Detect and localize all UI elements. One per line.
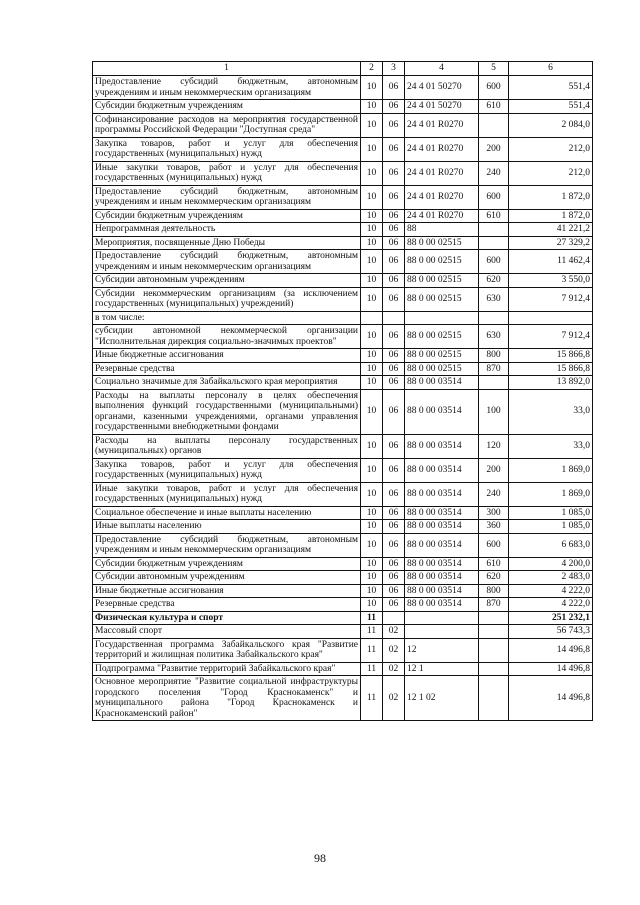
row-name: Закупка товаров, работ и услуг для обеспечения государственных (муниципальных) нужд (93, 137, 361, 161)
amount: 1 869,0 (509, 458, 593, 482)
section-code (361, 311, 383, 325)
subsection-code (383, 611, 405, 625)
section-code: 10 (361, 325, 383, 349)
table-row (93, 287, 593, 311)
expense-type-code: 240 (479, 482, 509, 506)
expense-type-code (479, 223, 509, 237)
row-name: Иные закупки товаров, работ и услуг для обеспечения государственных (муниципальных) нужд (93, 482, 361, 506)
table-row (93, 557, 593, 571)
subsection-code: 06 (383, 113, 405, 137)
table-row (93, 250, 593, 274)
row-name: Основное мероприятие "Развитие социальной инфраструктуры городского поселения "Город Краснокаменск" и муниципального района "Город Краснокаменск и Краснокаменский район" (93, 676, 361, 721)
table-row (93, 311, 593, 325)
target-article-code: 88 0 00 02515 (405, 236, 479, 250)
expense-type-code (479, 676, 509, 721)
amount: 1 872,0 (509, 185, 593, 209)
target-article-code: 88 0 00 03514 (405, 571, 479, 585)
section-code: 10 (361, 434, 383, 458)
target-article-code: 88 0 00 03514 (405, 376, 479, 390)
target-article-code: 12 (405, 638, 479, 662)
column-number-2: 2 (361, 62, 383, 76)
target-article-code: 12 1 (405, 662, 479, 676)
amount: 2 483,0 (509, 571, 593, 585)
expense-type-code: 100 (479, 389, 509, 434)
table-row (93, 611, 593, 625)
section-code: 11 (361, 611, 383, 625)
expense-type-code: 200 (479, 458, 509, 482)
target-article-code: 88 0 00 02515 (405, 287, 479, 311)
table-row (93, 458, 593, 482)
target-article-code: 88 0 00 03514 (405, 533, 479, 557)
amount: 15 866,8 (509, 362, 593, 376)
budget-table (92, 61, 593, 721)
target-article-code: 24 4 01 R0270 (405, 113, 479, 137)
expense-type-code: 600 (479, 250, 509, 274)
subsection-code: 06 (383, 209, 405, 223)
target-article-code: 88 0 00 03514 (405, 506, 479, 520)
page-number: 98 (314, 851, 326, 865)
section-code: 10 (361, 250, 383, 274)
expense-type-code: 870 (479, 598, 509, 612)
target-article-code: 88 0 00 02515 (405, 325, 479, 349)
amount: 27 329,2 (509, 236, 593, 250)
table-row (93, 100, 593, 114)
row-name: Закупка товаров, работ и услуг для обеспечения государственных (муниципальных) нужд (93, 458, 361, 482)
table-row (93, 434, 593, 458)
subsection-code: 02 (383, 676, 405, 721)
table-row (93, 584, 593, 598)
target-article-code: 24 4 01 R0270 (405, 209, 479, 223)
amount: 1 085,0 (509, 506, 593, 520)
amount: 33,0 (509, 434, 593, 458)
table-row (93, 638, 593, 662)
row-name: Субсидии автономным учреждениям (93, 274, 361, 288)
section-code: 10 (361, 584, 383, 598)
expense-type-code: 630 (479, 287, 509, 311)
amount: 7 912,4 (509, 325, 593, 349)
row-name: в том числе: (93, 311, 361, 325)
subsection-code (383, 311, 405, 325)
expense-type-code (479, 376, 509, 390)
subsection-code: 06 (383, 557, 405, 571)
amount: 1 085,0 (509, 520, 593, 534)
row-name: Субсидии бюджетным учреждениям (93, 100, 361, 114)
section-code: 10 (361, 571, 383, 585)
row-name: Софинансирование расходов на мероприятия государственной программы Российской Федерации "Доступная среда" (93, 113, 361, 137)
section-code: 10 (361, 100, 383, 114)
amount: 212,0 (509, 161, 593, 185)
target-article-code (405, 625, 479, 639)
row-name: Расходы на выплаты персоналу в целях обеспечения выполнения функций государственными (муниципальными) органами, казенными учреждениями, органами управления государственными внебюджетными фондами (93, 389, 361, 434)
expense-type-code: 870 (479, 362, 509, 376)
subsection-code: 06 (383, 584, 405, 598)
target-article-code: 88 0 00 03514 (405, 482, 479, 506)
expense-type-code: 610 (479, 557, 509, 571)
target-article-code: 88 0 00 03514 (405, 389, 479, 434)
row-name: Предоставление субсидий бюджетным, автономным учреждениям и иным некоммерческим организациям (93, 76, 361, 100)
column-number-3: 3 (383, 62, 405, 76)
amount: 251 232,1 (509, 611, 593, 625)
table-row (93, 662, 593, 676)
amount: 4 200,0 (509, 557, 593, 571)
expense-type-code (479, 662, 509, 676)
section-code: 10 (361, 458, 383, 482)
row-name: Иные закупки товаров, работ и услуг для обеспечения государственных (муниципальных) нужд (93, 161, 361, 185)
amount: 551,4 (509, 100, 593, 114)
expense-type-code: 610 (479, 209, 509, 223)
subsection-code: 06 (383, 287, 405, 311)
section-code: 10 (361, 76, 383, 100)
subsection-code: 02 (383, 638, 405, 662)
row-name: Социально значимые для Забайкальского края мероприятия (93, 376, 361, 390)
expense-type-code: 600 (479, 185, 509, 209)
target-article-code: 88 0 00 02515 (405, 362, 479, 376)
row-name: Субсидии автономным учреждениям (93, 571, 361, 585)
expense-type-code: 800 (479, 584, 509, 598)
target-article-code: 24 4 01 R0270 (405, 185, 479, 209)
row-name: Субсидии бюджетным учреждениям (93, 557, 361, 571)
section-code: 10 (361, 362, 383, 376)
target-article-code: 24 4 01 R0270 (405, 161, 479, 185)
amount: 15 866,8 (509, 349, 593, 363)
row-name: Мероприятия, посвященные Дню Победы (93, 236, 361, 250)
section-code: 10 (361, 598, 383, 612)
expense-type-code: 120 (479, 434, 509, 458)
amount: 41 221,2 (509, 223, 593, 237)
section-code: 10 (361, 557, 383, 571)
section-code: 10 (361, 376, 383, 390)
target-article-code: 24 4 01 R0270 (405, 137, 479, 161)
amount: 56 743,3 (509, 625, 593, 639)
target-article-code: 12 1 02 (405, 676, 479, 721)
subsection-code: 02 (383, 662, 405, 676)
amount: 1 869,0 (509, 482, 593, 506)
row-name: Иные бюджетные ассигнования (93, 349, 361, 363)
column-number-4: 4 (405, 62, 479, 76)
expense-type-code: 600 (479, 533, 509, 557)
subsection-code: 06 (383, 362, 405, 376)
expense-type-code: 360 (479, 520, 509, 534)
expense-type-code: 620 (479, 274, 509, 288)
target-article-code: 24 4 01 50270 (405, 76, 479, 100)
row-name: субсидии автономной некоммерческой организации "Исполнительная дирекция социально-значимых проектов" (93, 325, 361, 349)
row-name: Резервные средства (93, 362, 361, 376)
target-article-code: 88 0 00 03514 (405, 458, 479, 482)
row-name: Подпрограмма "Развитие территорий Забайкальского края" (93, 662, 361, 676)
expense-type-code: 630 (479, 325, 509, 349)
expense-type-code: 600 (479, 76, 509, 100)
subsection-code: 06 (383, 571, 405, 585)
table-row (93, 376, 593, 390)
column-number-header-row (93, 62, 593, 76)
table-row (93, 482, 593, 506)
subsection-code: 06 (383, 185, 405, 209)
column-number-6: 6 (509, 62, 593, 76)
amount: 33,0 (509, 389, 593, 434)
table-row (93, 113, 593, 137)
amount: 212,0 (509, 137, 593, 161)
amount: 14 496,8 (509, 662, 593, 676)
expense-type-code: 200 (479, 137, 509, 161)
amount: 551,4 (509, 76, 593, 100)
target-article-code (405, 311, 479, 325)
table-row (93, 349, 593, 363)
expense-type-code (479, 638, 509, 662)
amount: 11 462,4 (509, 250, 593, 274)
section-code: 11 (361, 676, 383, 721)
section-code: 10 (361, 137, 383, 161)
target-article-code (405, 611, 479, 625)
amount: 3 550,0 (509, 274, 593, 288)
subsection-code: 06 (383, 434, 405, 458)
target-article-code: 88 0 00 03514 (405, 598, 479, 612)
subsection-code: 06 (383, 274, 405, 288)
table-row (93, 625, 593, 639)
target-article-code: 88 0 00 02515 (405, 349, 479, 363)
row-name: Расходы на выплаты персоналу государственных (муниципальных) органов (93, 434, 361, 458)
amount: 7 912,4 (509, 287, 593, 311)
amount: 13 892,0 (509, 376, 593, 390)
subsection-code: 06 (383, 236, 405, 250)
section-code: 10 (361, 113, 383, 137)
section-code: 10 (361, 209, 383, 223)
amount: 14 496,8 (509, 638, 593, 662)
row-name: Субсидии бюджетным учреждениям (93, 209, 361, 223)
subsection-code: 06 (383, 598, 405, 612)
section-code: 10 (361, 482, 383, 506)
table-row (93, 520, 593, 534)
section-code: 10 (361, 287, 383, 311)
row-name: Массовый спорт (93, 625, 361, 639)
subsection-code: 06 (383, 100, 405, 114)
column-number-5: 5 (479, 62, 509, 76)
section-code: 10 (361, 520, 383, 534)
amount: 2 084,0 (509, 113, 593, 137)
subsection-code: 02 (383, 625, 405, 639)
target-article-code: 88 0 00 02515 (405, 274, 479, 288)
table-row (93, 598, 593, 612)
amount: 4 222,0 (509, 584, 593, 598)
row-name: Физическая культура и спорт (93, 611, 361, 625)
section-code: 10 (361, 223, 383, 237)
section-code: 10 (361, 533, 383, 557)
subsection-code: 06 (383, 137, 405, 161)
target-article-code: 88 0 00 03514 (405, 584, 479, 598)
amount: 14 496,8 (509, 676, 593, 721)
table-row (93, 161, 593, 185)
subsection-code: 06 (383, 349, 405, 363)
amount: 1 872,0 (509, 209, 593, 223)
expense-type-code: 620 (479, 571, 509, 585)
subsection-code: 06 (383, 161, 405, 185)
column-number-1: 1 (93, 62, 361, 76)
subsection-code: 06 (383, 389, 405, 434)
target-article-code: 88 0 00 02515 (405, 250, 479, 274)
expense-type-code (479, 625, 509, 639)
expense-type-code (479, 311, 509, 325)
row-name: Субсидии некоммерческим организациям (за исключением государственных (муниципальных) учреждений) (93, 287, 361, 311)
table-row (93, 236, 593, 250)
row-name: Иные выплаты населению (93, 520, 361, 534)
section-code: 10 (361, 349, 383, 363)
table-row (93, 185, 593, 209)
amount (509, 311, 593, 325)
table-row (93, 676, 593, 721)
table-row (93, 76, 593, 100)
subsection-code: 06 (383, 533, 405, 557)
expense-type-code (479, 236, 509, 250)
expense-type-code (479, 611, 509, 625)
target-article-code: 88 (405, 223, 479, 237)
table-row (93, 362, 593, 376)
table-row (93, 571, 593, 585)
subsection-code: 06 (383, 376, 405, 390)
table-row (93, 325, 593, 349)
row-name: Предоставление субсидий бюджетным, автономным учреждениям и иным некоммерческим организациям (93, 250, 361, 274)
subsection-code: 06 (383, 506, 405, 520)
row-name: Предоставление субсидий бюджетным, автономным учреждениям и иным некоммерческим организациям (93, 185, 361, 209)
row-name: Иные бюджетные ассигнования (93, 584, 361, 598)
section-code: 10 (361, 236, 383, 250)
amount: 6 683,0 (509, 533, 593, 557)
expense-type-code: 300 (479, 506, 509, 520)
section-code: 11 (361, 662, 383, 676)
row-name: Предоставление субсидий бюджетным, автономным учреждениям и иным некоммерческим организациям (93, 533, 361, 557)
expense-type-code: 240 (479, 161, 509, 185)
table-row (93, 533, 593, 557)
table-row (93, 506, 593, 520)
subsection-code: 06 (383, 325, 405, 349)
expense-type-code (479, 113, 509, 137)
section-code: 10 (361, 389, 383, 434)
section-code: 11 (361, 625, 383, 639)
table-row (93, 209, 593, 223)
subsection-code: 06 (383, 458, 405, 482)
subsection-code: 06 (383, 520, 405, 534)
expense-type-code: 610 (479, 100, 509, 114)
table-row (93, 137, 593, 161)
row-name: Государственная программа Забайкальского края "Развитие территорий и жилищная политика Забайкальского края" (93, 638, 361, 662)
target-article-code: 88 0 00 03514 (405, 434, 479, 458)
subsection-code: 06 (383, 250, 405, 274)
row-name: Резервные средства (93, 598, 361, 612)
subsection-code: 06 (383, 76, 405, 100)
table-row (93, 274, 593, 288)
section-code: 10 (361, 506, 383, 520)
table-row (93, 389, 593, 434)
target-article-code: 88 0 00 03514 (405, 520, 479, 534)
section-code: 10 (361, 185, 383, 209)
expense-type-code: 800 (479, 349, 509, 363)
table-row (93, 223, 593, 237)
budget-table-body (93, 62, 593, 721)
section-code: 10 (361, 161, 383, 185)
row-name: Социальное обеспечение и иные выплаты населению (93, 506, 361, 520)
section-code: 11 (361, 638, 383, 662)
section-code: 10 (361, 274, 383, 288)
target-article-code: 24 4 01 50270 (405, 100, 479, 114)
row-name: Непрограммная деятельность (93, 223, 361, 237)
target-article-code: 88 0 00 03514 (405, 557, 479, 571)
subsection-code: 06 (383, 482, 405, 506)
subsection-code: 06 (383, 223, 405, 237)
amount: 4 222,0 (509, 598, 593, 612)
